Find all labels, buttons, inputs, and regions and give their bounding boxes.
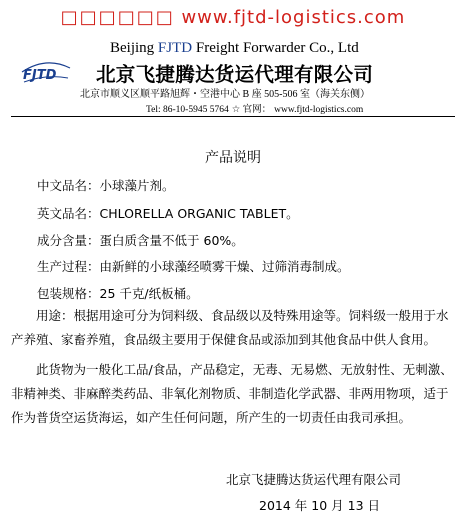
field-label: 英文品名：: [37, 206, 100, 221]
company-tel: Tel: 86-10-5945 5764: [146, 105, 229, 115]
banner-url: www.fjtd-logistics.com: [181, 7, 406, 28]
company-chinese-name: 北京飞捷腾达货运代理有限公司: [96, 63, 374, 86]
field-label: 中文品名：: [37, 178, 100, 193]
usage-paragraph: 用途：根据用途可分为饲料级、食品级以及特殊用途等。饲料级一般用于水产养殖、家畜养殖，食品级主要用于保健食品或添加到其他食品中供人食用。: [11, 308, 449, 347]
field-english-name: [37, 204, 299, 222]
field-value: 25 千克/纸板桶。: [99, 286, 199, 301]
fjtd-logo-icon: [20, 58, 72, 84]
english-name-suffix: Freight Forwarder Co., Ltd: [192, 40, 359, 56]
english-name-prefix: Beijing: [110, 40, 158, 56]
field-value: 蛋白质含量不低于 60%。: [99, 233, 244, 248]
signature-date: 2014 年 10 月 13 日: [259, 498, 380, 513]
company-contact: [146, 101, 363, 115]
field-value: 小球藻片剂。: [99, 178, 175, 193]
document-title: 产品说明: [205, 150, 261, 166]
field-value: CHLORELLA ORGANIC TABLET。: [99, 206, 299, 221]
signature-company: 北京飞捷腾达货运代理有限公司: [226, 472, 402, 487]
english-name-brand: FJTD: [157, 40, 193, 56]
field-label: 生产过程：: [37, 259, 100, 274]
top-banner: [0, 7, 466, 28]
company-english-name: [110, 40, 359, 57]
field-label: 包装规格：: [37, 286, 100, 301]
company-address: 北京市顺义区顺平路旭辉・空港中心 B 座 505-506 室（海关东侧）: [80, 89, 370, 100]
field-label: 成分含量：: [37, 233, 100, 248]
field-composition: [37, 231, 244, 249]
field-production-process: [37, 257, 350, 275]
company-website-link[interactable]: www.fjtd-logistics.com: [274, 105, 364, 115]
field-chinese-name: [37, 176, 175, 194]
banner-placeholder-glyphs: □□□□□□: [60, 7, 175, 28]
website-label: ☆ 官网：: [231, 105, 272, 115]
field-packaging: [37, 284, 199, 302]
cargo-safety-paragraph: 此货物为一般化工品/食品，产品稳定，无毒、无易燃、无放射性、无刺激、非精神类、非麻醉类药品、非氧化剂物质、非制造化学武器、非两用物项，适于作为普货空运货海运，如产生任何问题，所产生的一切责任由我司承担。: [11, 362, 453, 425]
letterhead-divider: [11, 116, 455, 117]
logo-text: FJTD: [23, 68, 57, 83]
field-value: 由新鲜的小球藻经喷雾干燥、过筛消毒制成。: [99, 259, 350, 274]
